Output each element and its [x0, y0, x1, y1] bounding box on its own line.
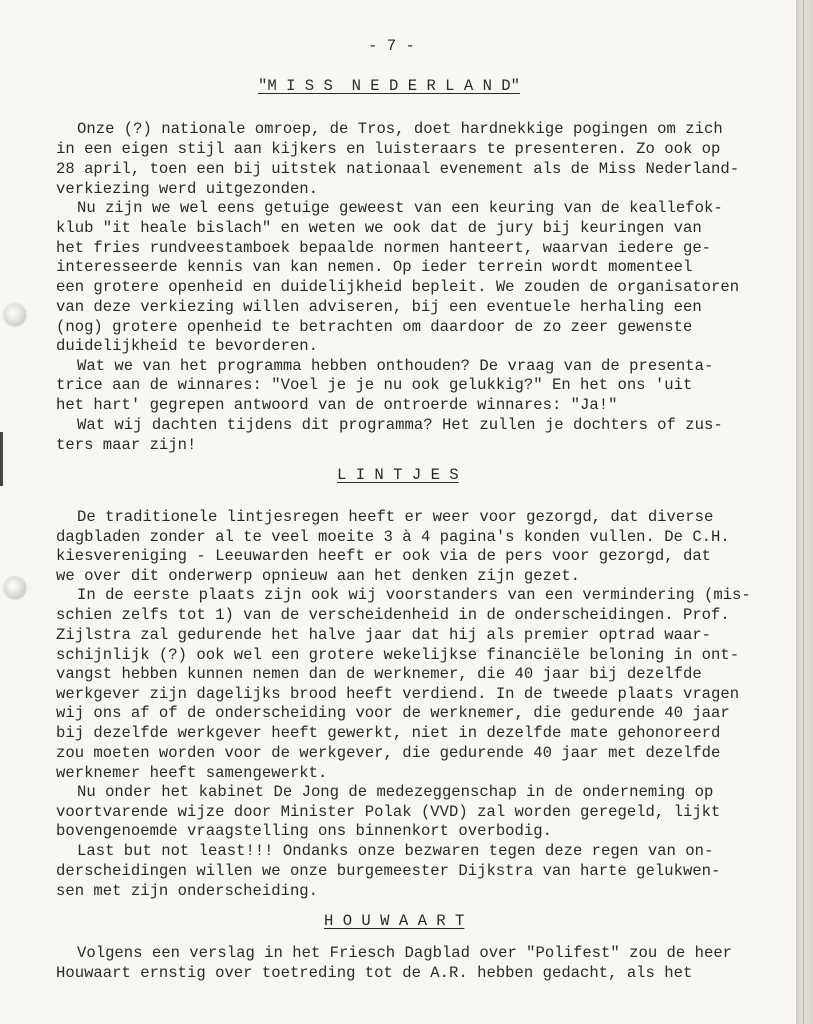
text-line: schijnlijk (?) ook wel een grotere wekelijkse financiële beloning in ont-: [56, 646, 740, 664]
text-line: sen met zijn onderscheiding.: [56, 882, 319, 900]
heading-lintjes: L I N T J E S: [337, 466, 459, 484]
page-edge: [796, 0, 813, 1024]
text-line: wij ons af of de onderscheiding voor de werknemer, die gedurende 40 jaar: [56, 704, 730, 722]
text-line: interesseerde kennis van kan nemen. Op ieder terrein wordt momenteel: [56, 258, 693, 276]
text-line: in een eigen stijl aan kijkers en luisteraars te presenteren. Zo ook op: [56, 140, 721, 158]
page-number: - 7 -: [368, 37, 415, 55]
text-line: Houwaart ernstig over toetreding tot de A.R. hebben gedacht, als het: [56, 964, 693, 982]
text-line: Onze (?) nationale omroep, de Tros, doet hardnekkige pogingen om zich: [77, 120, 723, 138]
text-line: Wat we van het programma hebben onthouden? De vraag van de presenta-: [77, 357, 714, 375]
text-line: Nu onder het kabinet De Jong de medezeggenschap in de onderneming op: [77, 783, 714, 801]
text-line: kiesvereniging - Leeuwarden heeft er ook via de pers voor gezorgd, dat: [56, 547, 712, 565]
text-line: (nog) grotere openheid te betrachten om daardoor de zo zeer gewenste: [56, 318, 693, 336]
text-line: schien zelfs tot 1) van de verscheidenheid in de onderscheidingen. Prof.: [56, 606, 730, 624]
text-line: trice aan de winnares: "Voel je je nu ook gelukkig?" En het ons 'uit: [56, 376, 693, 394]
text-line: voortvarende wijze door Minister Polak (VVD) zal worden geregeld, lijkt: [56, 803, 721, 821]
text-line: werkgever zijn dagelijks brood heeft verdiend. In de tweede plaats vragen: [56, 685, 740, 703]
text-line: bij dezelfde werkgever heeft gewerkt, niet in dezelfde mate gehonoreerd: [56, 724, 721, 742]
text-line: dagbladen zonder al te veel moeite 3 à 4 pagina's konden vullen. De C.H.: [56, 528, 730, 546]
text-line: Zijlstra zal gedurende het halve jaar dat hij als premier optrad waar-: [56, 626, 712, 644]
text-line: klub "it heale bislach" en weten we ook dat de jury bij keuringen van: [56, 219, 702, 237]
text-line: duidelijkheid te bevorderen.: [56, 337, 319, 355]
text-line: het hart' gegrepen antwoord van de ontroerde winnares: "Ja!": [56, 396, 618, 414]
page-edge-line: [803, 0, 804, 1024]
text-line: een grotere openheid en duidelijkheid bepleit. We zouden de organisatoren: [56, 278, 740, 296]
text-line: verkiezing werd uitgezonden.: [56, 180, 319, 198]
text-line: van deze verkiezing willen adviseren, bij een eventuele herhaling een: [56, 298, 702, 316]
text-line: derscheidingen willen we onze burgemeester Dijkstra van harte gelukwen-: [56, 862, 721, 880]
heading-miss-nederland: "M I S S N E D E R L A N D": [258, 77, 521, 95]
text-line: Nu zijn we wel eens getuige geweest van een keuring van de keallefok-: [77, 199, 723, 217]
text-line: werknemer heeft samengewerkt.: [56, 764, 328, 782]
text-line: het fries rundveestamboek bepaalde normen hanteert, waarvan iedere ge-: [56, 239, 712, 257]
heading-houwaart: H O U W A A R T: [324, 912, 465, 930]
text-line: Wat wij dachten tijdens dit programma? Het zullen je dochters of zus-: [77, 416, 723, 434]
text-line: Last but not least!!! Ondanks onze bezwaren tegen deze regen van on-: [77, 842, 714, 860]
text-line: ters maar zijn!: [56, 436, 197, 454]
text-line: Volgens een verslag in het Friesch Dagblad over "Polifest" zou de heer: [77, 944, 733, 962]
text-line: zou moeten worden voor de werkgever, die gedurende 40 jaar met dezelfde: [56, 744, 721, 762]
text-line: we over dit onderwerp opnieuw aan het denken zijn gezet.: [56, 567, 581, 585]
text-line: In de eerste plaats zijn ook wij voorstanders van een vermindering (mis-: [77, 586, 751, 604]
text-line: vangst hebben kunnen nemen dan de werknemer, die 40 jaar bij dezelfde: [56, 665, 702, 683]
text-line: De traditionele lintjesregen heeft er weer voor gezorgd, dat diverse: [77, 508, 714, 526]
text-line: 28 april, toen een bij uitstek nationaal evenement als de Miss Nederland-: [56, 160, 740, 178]
text-line: bovengenoemde vraagstelling ons binnenkort overbodig.: [56, 822, 552, 840]
